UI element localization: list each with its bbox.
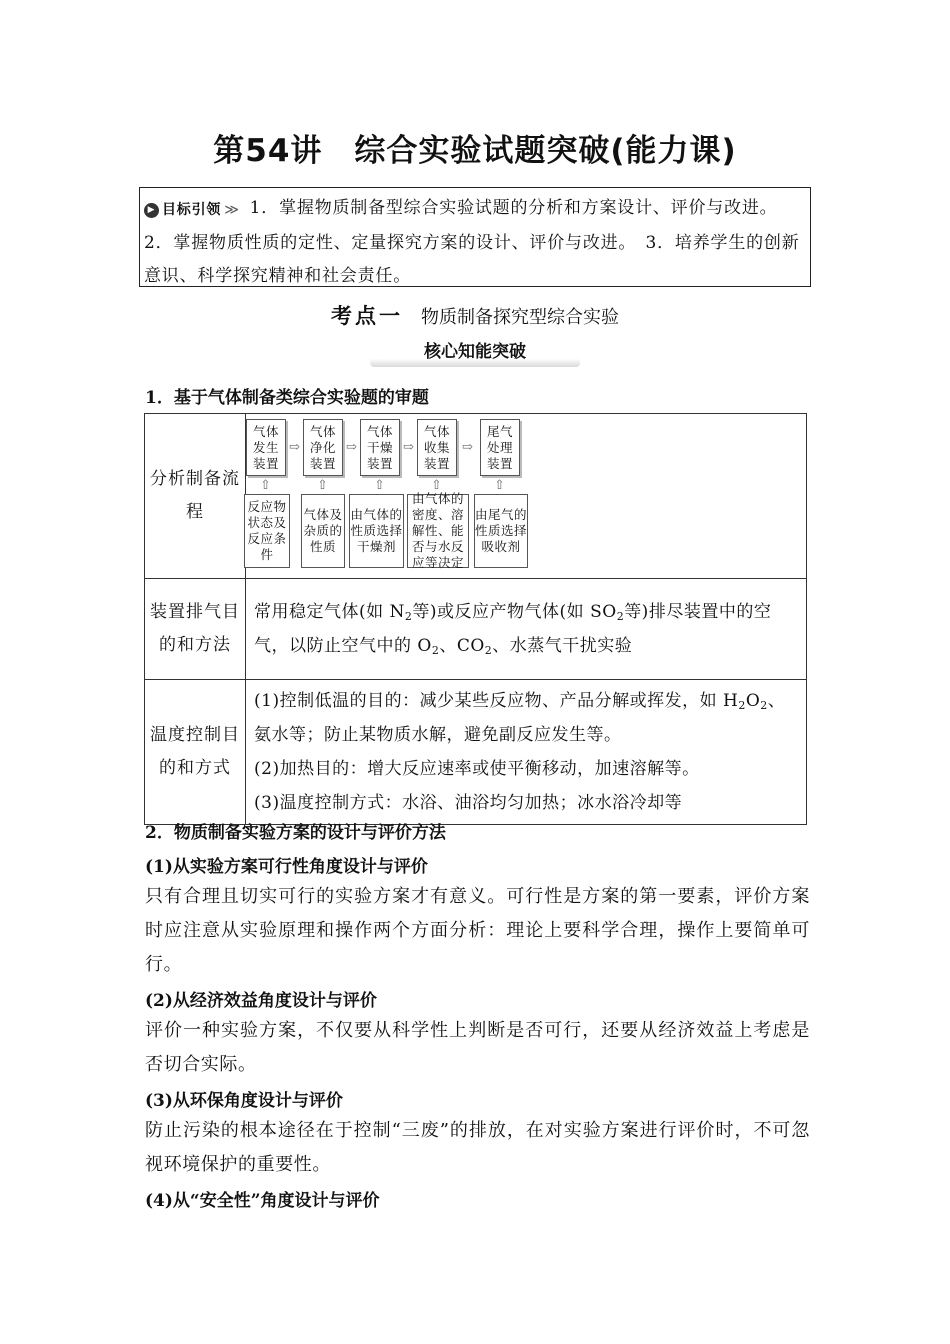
table-row [145,414,807,579]
text-segment: 、CO [439,636,485,656]
flow-reason-collection: 由气体的密度、溶解性、能否与水反应等决定 [407,494,469,568]
row-label-flow: 分析制备流程 [145,414,246,579]
row-label-temperature: 温度控制目的和方式 [145,680,246,825]
subscript: 2 [760,699,768,712]
table-row [145,680,807,825]
goal-tag-label: 目标引领 [162,202,222,218]
heading-design-evaluation: 2．物质制备实验方案的设计与评价方法 [145,823,446,843]
subscript: 2 [484,644,493,657]
up-arrow-icon: ⇧ [494,478,506,493]
paragraph-feasibility: 只有合理且切实可行的实验方案才有意义。可行性是方案的第一要素，评价方案时应注意从实验原理和操作两个方面分析：理论上要科学合理，操作上要简单可行。 [145,886,810,975]
page-title: 第54讲 综合实验试题突破(能力课) [213,133,737,169]
section-title: 物质制备探究型综合实验 [421,307,619,328]
gas-preparation-table [144,413,807,825]
row-content-temperature [246,680,807,825]
flow-step-drying: 气体干燥装置 [360,419,400,476]
section-label: 考点一 [331,304,403,328]
flow-reason-purification: 气体及杂质的性质 [301,494,345,568]
goal-tag [144,194,240,227]
flow-reason-drying: 由气体的性质选择干燥剂 [349,494,404,568]
text-segment: 、水蒸气干扰实验 [492,636,633,656]
temperature-line-2: (2)加热目的：增大反应速率或使平衡移动，加速溶解等。 [254,759,700,779]
text-segment: 常用稳定气体(如 N [254,602,405,622]
text-segment: 等)排尽装置中的空气，以防止空气中的 O [254,602,772,656]
text-segment: O [745,691,761,711]
paragraph-environment: 防止污染的根本途径在于控制“三废”的排放，在对实验方案进行评价时，不可忽视环境保护的重要性。 [145,1120,810,1175]
learning-goals-box [139,187,811,287]
flow-diagram-cell [246,414,807,579]
up-arrow-icon: ⇧ [431,478,443,493]
subscript: 2 [616,610,625,623]
up-arrow-icon: ⇧ [260,478,272,493]
text-segment: (1)控制低温的目的：减少某些反应物、产品分解或挥发，如 H [254,691,739,711]
flow-step-collection: 气体收集装置 [417,419,457,476]
core-knowledge-banner: 核心知能突破 [370,339,580,367]
subheading-economy: (2)从经济效益角度设计与评价 [145,991,377,1011]
text-segment: 等)或反应产物气体(如 SO [412,602,617,622]
right-arrow-icon: ⇨ [346,440,358,455]
flow-diagram [246,416,806,576]
right-arrow-icon: ⇨ [403,440,415,455]
subheading-safety: (4)从“安全性”角度设计与评价 [145,1191,380,1211]
flow-reason-tail-gas: 由尾气的性质选择吸收剂 [474,494,528,568]
up-arrow-icon: ⇧ [374,478,386,493]
subscript: 2 [738,699,746,712]
goal-text: 1．掌握物质制备型综合实验试题的分析和方案设计、评价与改进。 2．掌握物质性质的定性、定量探究方案的设计、评价与改进。 3．培养学生的创新意识、科学探究精神和社会责任。 [144,198,800,286]
text-segment: 、氨水等；防止某物质水解，避免副反应发生等。 [254,691,786,745]
subheading-environment: (3)从环保角度设计与评价 [145,1091,343,1111]
subheading-feasibility: (1)从实验方案可行性角度设计与评价 [145,857,428,877]
subscript: 2 [431,644,440,657]
table-row [145,579,807,680]
subscript: 2 [404,610,413,623]
right-arrow-icon: ⇨ [462,440,474,455]
temperature-line-3: (3)温度控制方式：水浴、油浴均匀加热；冰水浴冷却等 [254,793,683,813]
heading-gas-preparation: 1．基于气体制备类综合实验题的审题 [145,388,429,408]
up-arrow-icon: ⇧ [317,478,329,493]
flow-step-generation: 气体发生装置 [246,419,286,476]
flow-step-purification: 气体净化装置 [303,419,343,476]
flow-step-tail-gas: 尾气处理装置 [480,419,520,476]
section-heading [0,300,950,330]
double-chevron-icon: ≫ [224,202,240,218]
play-circle-icon: ▶ [144,203,159,218]
row-label-purge: 装置排气目的和方法 [145,579,246,680]
temperature-line-1 [254,684,798,752]
row-content-purge [246,579,807,680]
right-arrow-icon: ⇨ [289,440,301,455]
flow-reason-generation: 反应物状态及反应条件 [244,494,290,568]
paragraph-economy: 评价一种实验方案，不仅要从科学性上判断是否可行，还要从经济效益上考虑是否切合实际。 [145,1020,810,1075]
